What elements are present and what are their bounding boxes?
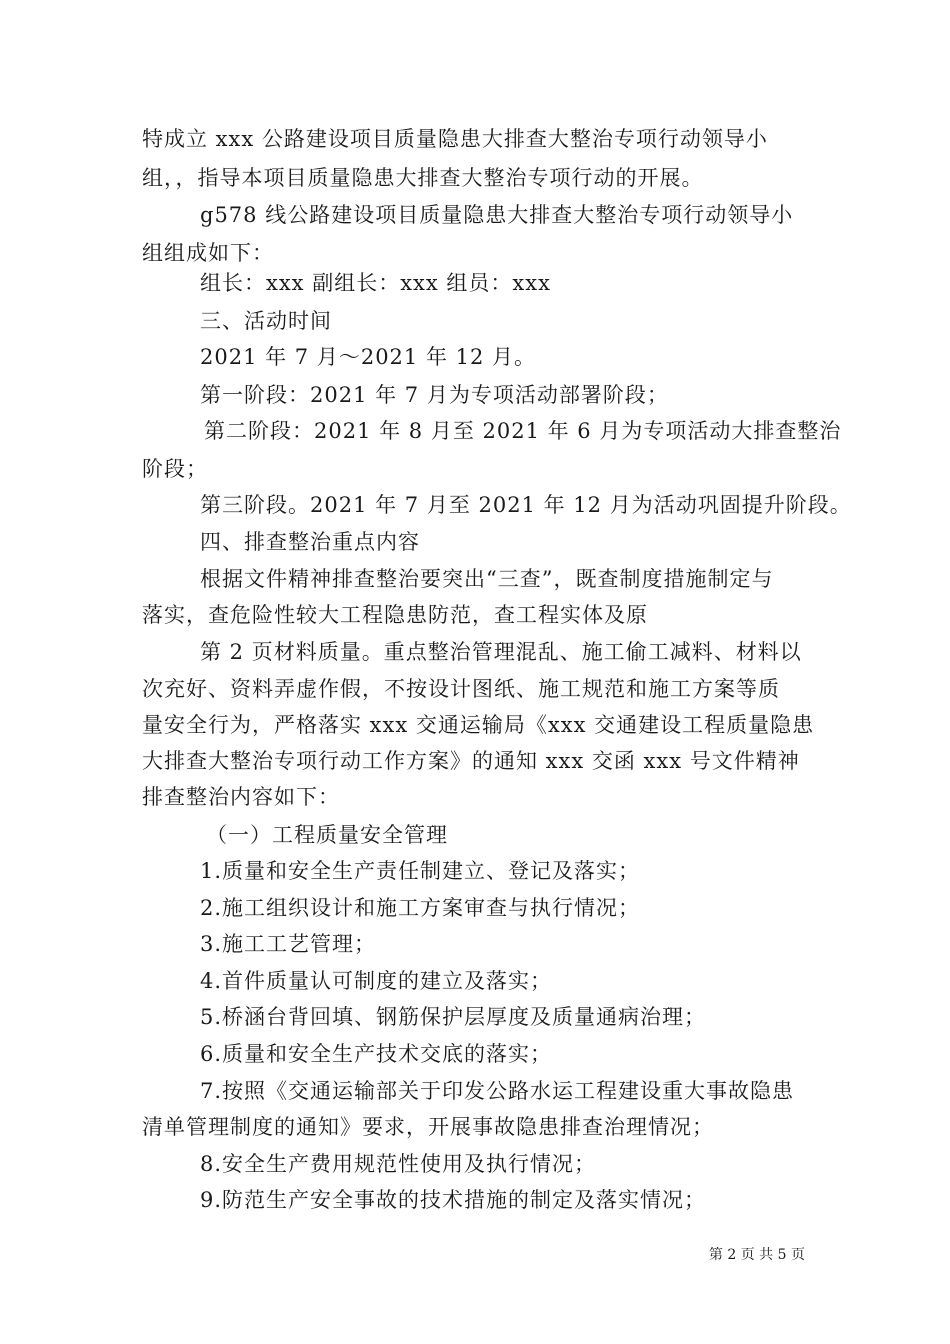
list-item: 4.首件质量认可制度的建立及落实； (200, 969, 553, 993)
paragraph-line: 第二阶段：2021 年 8 月至 2021 年 6 月为专项活动大排查整治 (204, 419, 842, 443)
list-item: 2.施工组织设计和施工方案审查与执行情况； (200, 896, 641, 920)
section-heading: 三、活动时间 (200, 309, 332, 333)
list-item: 3.施工工艺管理； (200, 932, 377, 956)
list-item: 8.安全生产费用规范性使用及执行情况； (200, 1152, 597, 1176)
paragraph-line: 2021 年 7 月～2021 年 12 月。 (200, 345, 537, 369)
paragraph-line: 大排查大整治专项行动工作方案》的通知 xxx 交函 xxx 号文件精神 (142, 749, 800, 773)
list-item: 9.防范生产安全事故的技术措施的制定及落实情况； (200, 1188, 707, 1212)
paragraph-line: 第一阶段：2021 年 7 月为专项活动部署阶段； (200, 383, 669, 407)
list-item: 7.按照《交通运输部关于印发公路水运工程建设重大事故隐患 (200, 1079, 795, 1103)
paragraph-line: 量安全行为，严格落实 xxx 交通运输局《xxx 交通建设工程质量隐患 (142, 713, 815, 737)
paragraph-line: 第 2 页材料质量。重点整治管理混乱、施工偷工减料、材料以 (200, 640, 802, 664)
paragraph-line: g578 线公路建设项目质量隐患大排查大整治专项行动领导小 (200, 203, 794, 227)
paragraph-line: 阶段； (142, 457, 208, 481)
list-item: 5.桥涵台背回填、钢筋保护层厚度及质量通病治理； (200, 1005, 707, 1029)
paragraph-line: 落实，查危险性较大工程隐患防范，查工程实体及原 (142, 603, 648, 627)
paragraph-line: 根据文件精神排查整治要突出“三查”，既查制度措施制定与 (200, 567, 774, 591)
paragraph-line: 次充好、资料弄虚作假，不按设计图纸、施工规范和施工方案等质 (142, 677, 780, 701)
list-item: 1.质量和安全生产责任制建立、登记及落实； (200, 859, 641, 883)
paragraph-line: 第三阶段。2021 年 7 月至 2021 年 12 月为活动巩固提升阶段。 (200, 493, 852, 517)
paragraph-line: 组长：xxx 副组长：xxx 组员：xxx (200, 271, 551, 295)
paragraph-line: 特成立 xxx 公路建设项目质量隐患大排查大整治专项行动领导小 (142, 127, 768, 151)
subsection-heading: （一）工程质量安全管理 (206, 823, 448, 847)
paragraph-line: 排查整治内容如下： (142, 785, 340, 809)
list-item-continuation: 清单管理制度的通知》要求，开展事故隐患排查治理情况； (142, 1115, 714, 1139)
section-heading: 四、排查整治重点内容 (200, 530, 420, 554)
paragraph-line: 组组成如下： (142, 241, 274, 265)
paragraph-line: 组，，指导本项目质量隐患大排查大整治专项行动的开展。 (142, 166, 704, 190)
list-item: 6.质量和安全生产技术交底的落实； (200, 1042, 553, 1066)
page-number-footer: 第 2 页 共 5 页 (708, 1247, 805, 1263)
